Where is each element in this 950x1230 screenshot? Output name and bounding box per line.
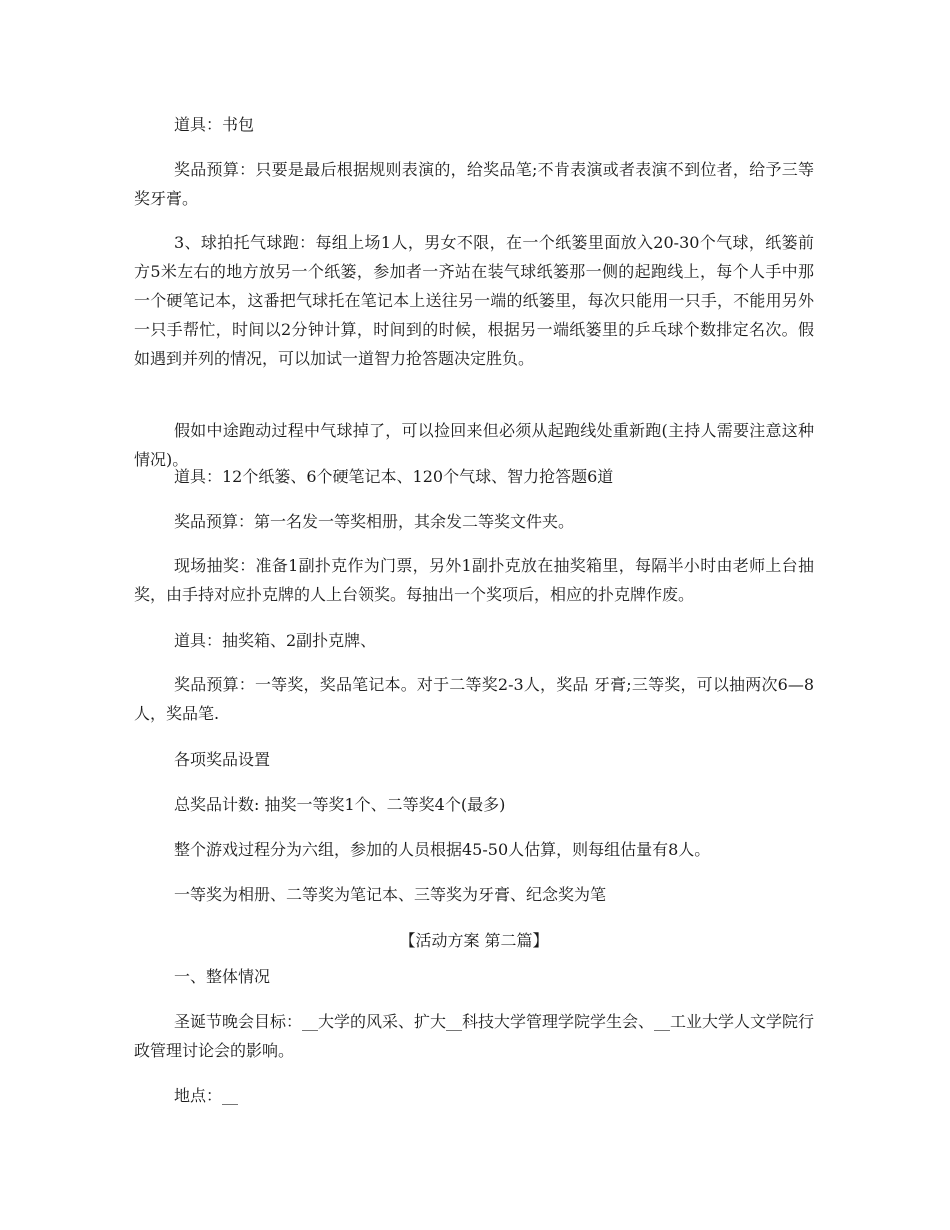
paragraph-lottery: 现场抽奖：准备1副扑克作为门票，另外1副扑克放在抽奖箱里，每隔半小时由老师上台抽奖，由手持对应扑克牌的人上台领奖。每抽出一个奖项后，相应的扑克牌作废。	[134, 556, 814, 604]
paragraph-prize-budget-2: 奖品预算：第一名发一等奖相册，其余发二等奖文件夹。	[174, 512, 575, 531]
paragraph-props-1: 道具：书包	[174, 115, 255, 134]
paragraph-game-3: 3、球拍托气球跑：每组上场1人，男女不限，在一个纸篓里面放入20-30个气球，纸篓前方5米左右的地方放另一个纸篓，参加者一齐站在装气球纸篓那一侧的起跑线上，每个人手中那一个硬笔记本，这番把气球托在笔记本上送往另一端的纸篓里，每次只能用一只手，不能用另外一只手帮忙，时间以2分钟计算，时间到的时候，根据另一端纸篓里的乒乓球个数排定名次。假如遇到并列的情况，可以加试一道智力抢答题决定胜负。	[134, 233, 814, 368]
paragraph-prize-budget-1: 奖品预算：只要是最后根据规则表演的，给奖品笔;不肯表演或者表演不到位者，给予三等奖牙膏。	[134, 160, 814, 208]
paragraph-location: 地点：__	[174, 1086, 239, 1105]
paragraph-prize-total: 总奖品计数: 抽奖一等奖1个、二等奖4个(最多)	[174, 795, 506, 814]
paragraph-prize-budget-3: 奖品预算：一等奖，奖品笔记本。对于二等奖2-3人，奖品 牙膏;三等奖，可以抽两次6—8人，奖品笔.	[134, 675, 814, 723]
paragraph-goal: 圣诞节晚会目标：__大学的风采、扩大__科技大学管理学院学生会、__工业大学人文学院行政管理讨论会的影响。	[134, 1012, 815, 1060]
paragraph-prize-settings: 各项奖品设置	[174, 750, 271, 769]
paragraph-props-2: 道具：12个纸篓、6个硬笔记本、120个气球、智力抢答题6道	[174, 467, 614, 486]
paragraph-game-3-note: 假如中途跑动过程中气球掉了，可以捡回来但必须从起跑线处重新跑(主持人需要注意这种情况)。	[134, 421, 814, 469]
section-heading: 【活动方案 第二篇】	[399, 931, 549, 950]
paragraph-props-3: 道具：抽奖箱、2副扑克牌、	[174, 631, 377, 650]
paragraph-groups: 整个游戏过程分为六组，参加的人员根据45-50人估算，则每组估量有8人。	[174, 840, 711, 859]
paragraph-overview: 一、整体情况	[174, 967, 271, 986]
paragraph-prize-list: 一等奖为相册、二等奖为笔记本、三等奖为牙膏、纪念奖为笔	[174, 885, 607, 904]
